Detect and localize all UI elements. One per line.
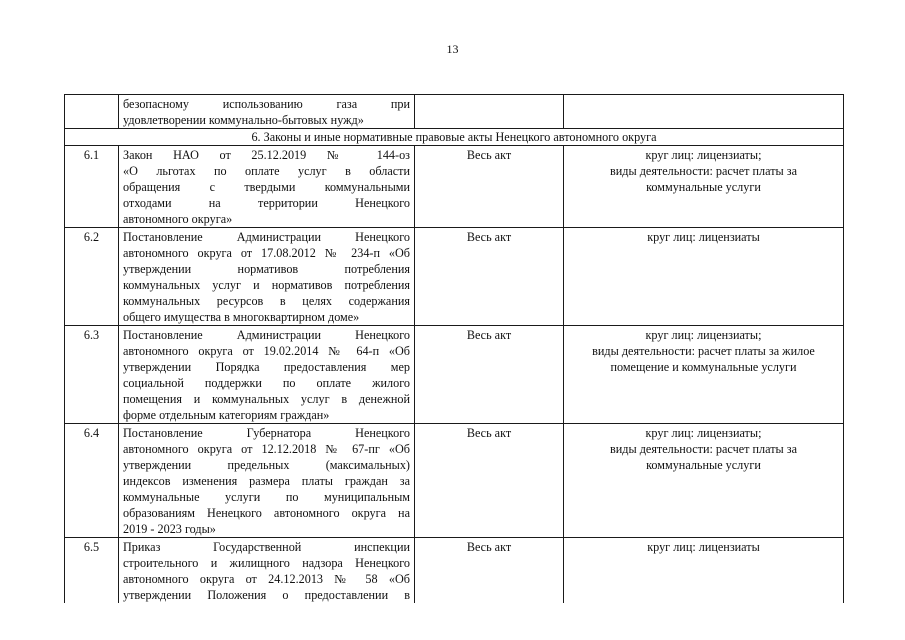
act-name-line: коммунальные услуги по муниципальным [123, 490, 410, 504]
subjects-cell [564, 424, 844, 538]
subject-line: круг лиц: лицензиаты [647, 540, 760, 554]
subjects-cell [564, 326, 844, 424]
scope-cell: Весь акт [415, 228, 564, 326]
scope-cell: Весь акт [415, 424, 564, 538]
legal-acts-table [64, 94, 844, 603]
act-name-line: «О льготах по оплате услуг в области [123, 164, 410, 178]
act-name-cell [119, 424, 415, 538]
act-name-line: автономного округа от 19.02.2014 № 64-п «Об [123, 344, 410, 358]
subject-line: круг лиц: лицензиаты; [645, 148, 762, 162]
row-number-cell [65, 95, 119, 129]
row-number: 6.3 [65, 326, 119, 424]
act-name-line: утверждении нормативов потребления [123, 262, 410, 276]
act-name-line: отходами на территории Ненецкого [123, 196, 410, 210]
act-name-line: Постановление Администрации Ненецкого [123, 230, 410, 244]
row-number: 6.1 [65, 146, 119, 228]
act-name-cell [119, 146, 415, 228]
act-name-line: автономного округа» [123, 212, 233, 226]
act-name-cell [119, 95, 415, 129]
act-name-line: обращения с твердыми коммунальными [123, 180, 410, 194]
act-name-line: безопасному использованию газа при [123, 97, 410, 111]
act-name-line: автономного округа от 24.12.2013 № 58 «Об [123, 572, 410, 586]
scope-cell [415, 95, 564, 129]
act-name-line: 2019 - 2023 годы» [123, 522, 216, 536]
act-name-line: автономного округа от 17.08.2012 № 234-п «Об [123, 246, 410, 260]
act-name-line: помещения и коммунальных услуг в денежной [123, 392, 410, 406]
scope-cell: Весь акт [415, 326, 564, 424]
subjects-cell [564, 146, 844, 228]
act-name-cell [119, 228, 415, 326]
act-name-line: образованиям Ненецкого автономного округа на [123, 506, 410, 520]
act-name-line: утверждении Положения о предоставлении в [123, 588, 410, 602]
subjects-cell [564, 538, 844, 604]
act-name-line: Постановление Губернатора Ненецкого [123, 426, 410, 440]
table-row [65, 228, 844, 326]
page-number: 13 [446, 42, 459, 56]
table-row [65, 424, 844, 538]
act-name-line: Закон НАО от 25.12.2019 № 144-оз [123, 148, 410, 162]
table-row [65, 538, 844, 604]
subject-line: коммунальные услуги [646, 458, 761, 472]
act-name-cell [119, 326, 415, 424]
act-name-line: утверждении предельных (максимальных) [123, 458, 410, 472]
section-heading: 6. Законы и иные нормативные правовые акты Ненецкого автономного округа [65, 129, 844, 146]
act-name-line: коммунальных услуг и нормативов потребления [123, 278, 410, 292]
act-name-line: форме отдельным категориям граждан» [123, 408, 330, 422]
subject-line: помещение и коммунальные услуги [610, 360, 797, 374]
act-name-cell [119, 538, 415, 604]
row-number: 6.4 [65, 424, 119, 538]
act-name-line: Постановление Администрации Ненецкого [123, 328, 410, 342]
subject-line: виды деятельности: расчет платы за [610, 164, 797, 178]
act-name-line: индексов изменения размера платы граждан за [123, 474, 410, 488]
subjects-cell [564, 95, 844, 129]
act-name-line: автономного округа от 12.12.2018 № 67-пг «Об [123, 442, 410, 456]
row-number: 6.5 [65, 538, 119, 604]
subject-line: виды деятельности: расчет платы за жилое [592, 344, 815, 358]
table-row-continuation [65, 95, 844, 129]
subject-line: коммунальные услуги [646, 180, 761, 194]
table-row [65, 326, 844, 424]
act-name-line: социальной поддержки по оплате жилого [123, 376, 410, 390]
subject-line: круг лиц: лицензиаты [647, 230, 760, 244]
act-name-line: утверждении Порядка предоставления мер [123, 360, 410, 374]
subject-line: круг лиц: лицензиаты; [645, 328, 762, 342]
act-name-line: коммунальных ресурсов в целях содержания [123, 294, 410, 308]
subject-line: круг лиц: лицензиаты; [645, 426, 762, 440]
subject-line: виды деятельности: расчет платы за [610, 442, 797, 456]
subjects-cell [564, 228, 844, 326]
scope-cell: Весь акт [415, 146, 564, 228]
act-name-line: удовлетворении коммунально-бытовых нужд» [123, 113, 364, 127]
act-name-line: Приказ Государственной инспекции [123, 540, 410, 554]
table-row [65, 146, 844, 228]
scope-cell: Весь акт [415, 538, 564, 604]
section-heading-row [65, 129, 844, 146]
act-name-line: общего имущества в многоквартирном доме» [123, 310, 360, 324]
act-name-line: строительного и жилищного надзора Ненецкого [123, 556, 410, 570]
row-number: 6.2 [65, 228, 119, 326]
